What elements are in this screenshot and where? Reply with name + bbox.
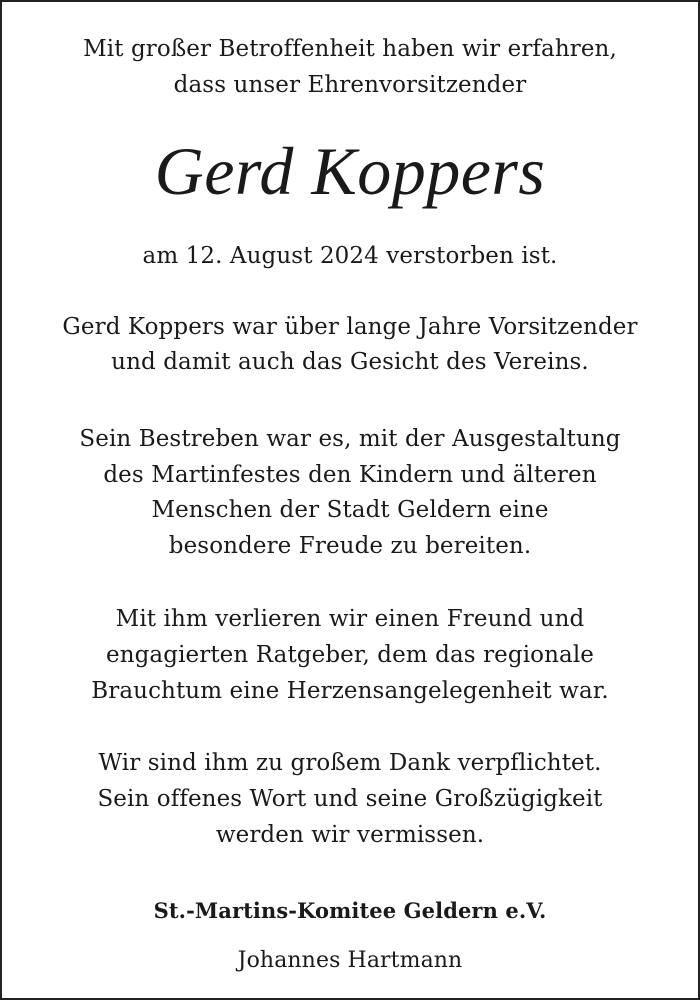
paragraph-line: Gerd Koppers war über lange Jahre Vorsitzender: [62, 314, 638, 340]
paragraph-line: Sein offenes Wort und seine Großzügigkeit: [97, 786, 603, 812]
paragraph-line: des Martinfestes den Kindern und älteren: [103, 462, 597, 488]
intro-line: Mit großer Betroffenheit haben wir erfahren,: [83, 36, 617, 62]
paragraph-line: Wir sind ihm zu großem Dank verpflichtet.: [98, 750, 602, 776]
intro-line: dass unser Ehrenvorsitzender: [173, 72, 527, 98]
paragraph-line: und damit auch das Gesicht des Vereins.: [111, 349, 589, 375]
paragraph-line: Sein Bestreben war es, mit der Ausgestaltung: [79, 426, 621, 452]
paragraph-line: Mit ihm verlieren wir einen Freund und: [115, 606, 585, 632]
paragraph-line: besondere Freude zu bereiten.: [168, 533, 532, 559]
deceased-name: Gerd Koppers: [154, 133, 546, 209]
organization-name: St.-Martins-Komitee Geldern e.V.: [153, 898, 547, 923]
signer-name: Johannes Hartmann: [237, 948, 463, 973]
paragraph-line: engagierten Ratgeber, dem das regionale: [105, 642, 594, 668]
paragraph-line: Brauchtum eine Herzensangelegenheit war.: [91, 678, 609, 704]
death-date-line: am 12. August 2024 verstorben ist.: [142, 243, 558, 269]
paragraph-line: Menschen der Stadt Geldern eine: [151, 497, 549, 523]
paragraph-line: werden wir vermissen.: [215, 822, 485, 848]
